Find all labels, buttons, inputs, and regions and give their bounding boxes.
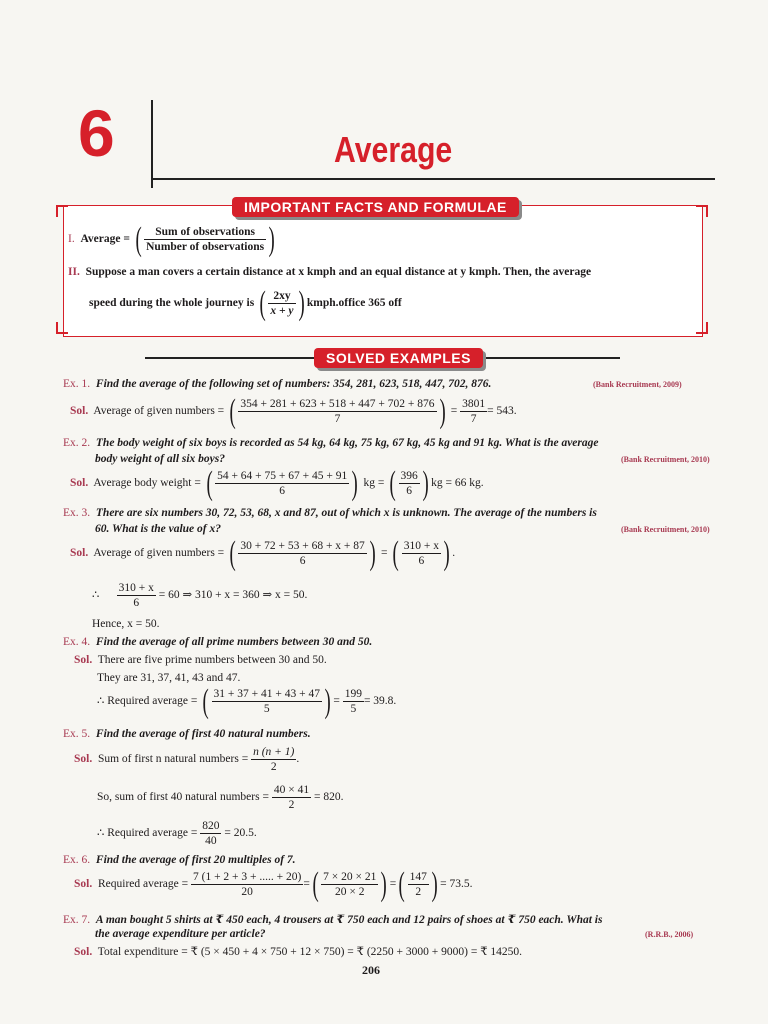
example-3-question: Ex. 3. There are six numbers 30, 72, 53, 68, x and 87, out of which x is unknown. The average of the numbers is <box>63 507 597 519</box>
corner-ornament <box>696 205 708 217</box>
chapter-title: Average <box>334 129 453 170</box>
example-7-question-line2: the average expenditure per article? <box>95 928 266 940</box>
example-4-question: Ex. 4. Find the average of all prime numbers between 30 and 50. <box>63 636 373 648</box>
example-3-hence: Hence, x = 50. <box>92 618 160 630</box>
formula-average-speed-line2: speed during the whole journey is ( $\frac{2xy}{x + y}$ ) kmph.office 365 off <box>89 285 402 322</box>
example-2-solution: Sol. Average body weight = ( $\frac{54 + 64 + 75 + 67 + 45 + 91}{6}$ ) kg = ( $\frac{396}{6}$ ) kg = 66 kg. <box>70 465 484 502</box>
facts-heading: IMPORTANT FACTS AND FORMULAE <box>232 197 519 217</box>
example-3-question-line2: 60. What is the value of x? <box>95 523 221 535</box>
example-7-question: Ex. 7. A man bought 5 shirts at ₹ 450 each, 4 trousers at ₹ 750 each and 12 pairs of shoes at ₹ 750 each. What is <box>63 914 603 926</box>
example-5-sum: So, sum of first 40 natural numbers = $\frac{40 \times 41}{2}$ = 820. <box>97 784 344 812</box>
example-3-solution: Sol. Average of given numbers = ( $\frac{30 + 72 + 53 + 68 + x + 87}{6}$ ) = ( $\frac{310 + x}{6}$ ) . <box>70 535 456 572</box>
corner-ornament <box>56 205 68 217</box>
example-3-source: (Bank Recruitment, 2010) <box>621 525 710 534</box>
example-2-question-line2: body weight of all six boys? <box>95 453 226 465</box>
example-5-question: Ex. 5. Find the average of first 40 natural numbers. <box>63 728 311 740</box>
example-4-result: ∴ Required average = ( $\frac{31 + 37 + 41 + 43 + 47}{5}$ ) = $\frac{199}{5}$ = 39.8. <box>97 683 397 720</box>
header-vertical-rule <box>151 100 153 188</box>
example-2-question: Ex. 2. The body weight of six boys is recorded as 54 kg, 64 kg, 75 kg, 67 kg, 45 kg and 91 kg. What is the average <box>63 437 599 449</box>
example-6-question: Ex. 6. Find the average of first 20 multiples of 7. <box>63 854 296 866</box>
formula-average: I. Average = ( $\frac{\text{Sum of observations}}{\text{Number of observations}}$ ) <box>68 221 275 258</box>
example-7-solution: Sol. Total expenditure = ₹ (5 × 450 + 4 × 750 + 12 × 750) = ₹ (2250 + 3000 + 9000) = ₹ 14250. <box>74 946 523 958</box>
example-7-source: (R.R.B., 2006) <box>645 930 694 939</box>
corner-ornament <box>56 322 68 334</box>
example-5-result: ∴ Required average = $\frac{820}{40}$ = 20.5. <box>97 820 257 848</box>
example-2-source: (Bank Recruitment, 2010) <box>621 455 710 464</box>
example-1-solution: Sol. Average of given numbers = ( $\frac{354 + 281 + 623 + 518 + 447 + 702 + 876}{7}$ ) = $\frac{3801}{7}$ = 543. <box>70 393 517 430</box>
example-3-therefore: ∴ $\frac{310 + x}{6}$ = 60 ⇒ 310 + x = 360 ⇒ x = 50. <box>92 582 308 610</box>
example-6-solution: Sol. Required average = $\frac{7 (1 + 2 + 3 + ..... + 20)}{20}$ =( $\frac{7 \times 20 \times 21}{20 \times 2}$ ) =( $\frac{147}{2}$ ) = 73.5. <box>74 866 473 903</box>
header-horizontal-rule <box>152 178 715 180</box>
chapter-number: 6 <box>78 96 114 170</box>
corner-ornament <box>696 322 708 334</box>
solved-heading: SOLVED EXAMPLES <box>314 348 483 368</box>
example-4-primes: They are 31, 37, 41, 43 and 47. <box>97 672 241 684</box>
example-1-source: (Bank Recruitment, 2009) <box>593 380 682 389</box>
page-number: 206 <box>362 963 380 977</box>
formula-average-speed: II. Suppose a man covers a certain distance at x kmph and an equal distance at y kmph. Then, the average <box>68 266 592 278</box>
example-1-question: Ex. 1. Find the average of the following set of numbers: 354, 281, 623, 518, 447, 702, 876. <box>63 378 492 390</box>
example-4-solution: Sol. There are five prime numbers between 30 and 50. <box>74 654 327 666</box>
example-5-solution: Sol. Sum of first n natural numbers = $\frac{n (n + 1)}{2}$ . <box>74 746 300 774</box>
